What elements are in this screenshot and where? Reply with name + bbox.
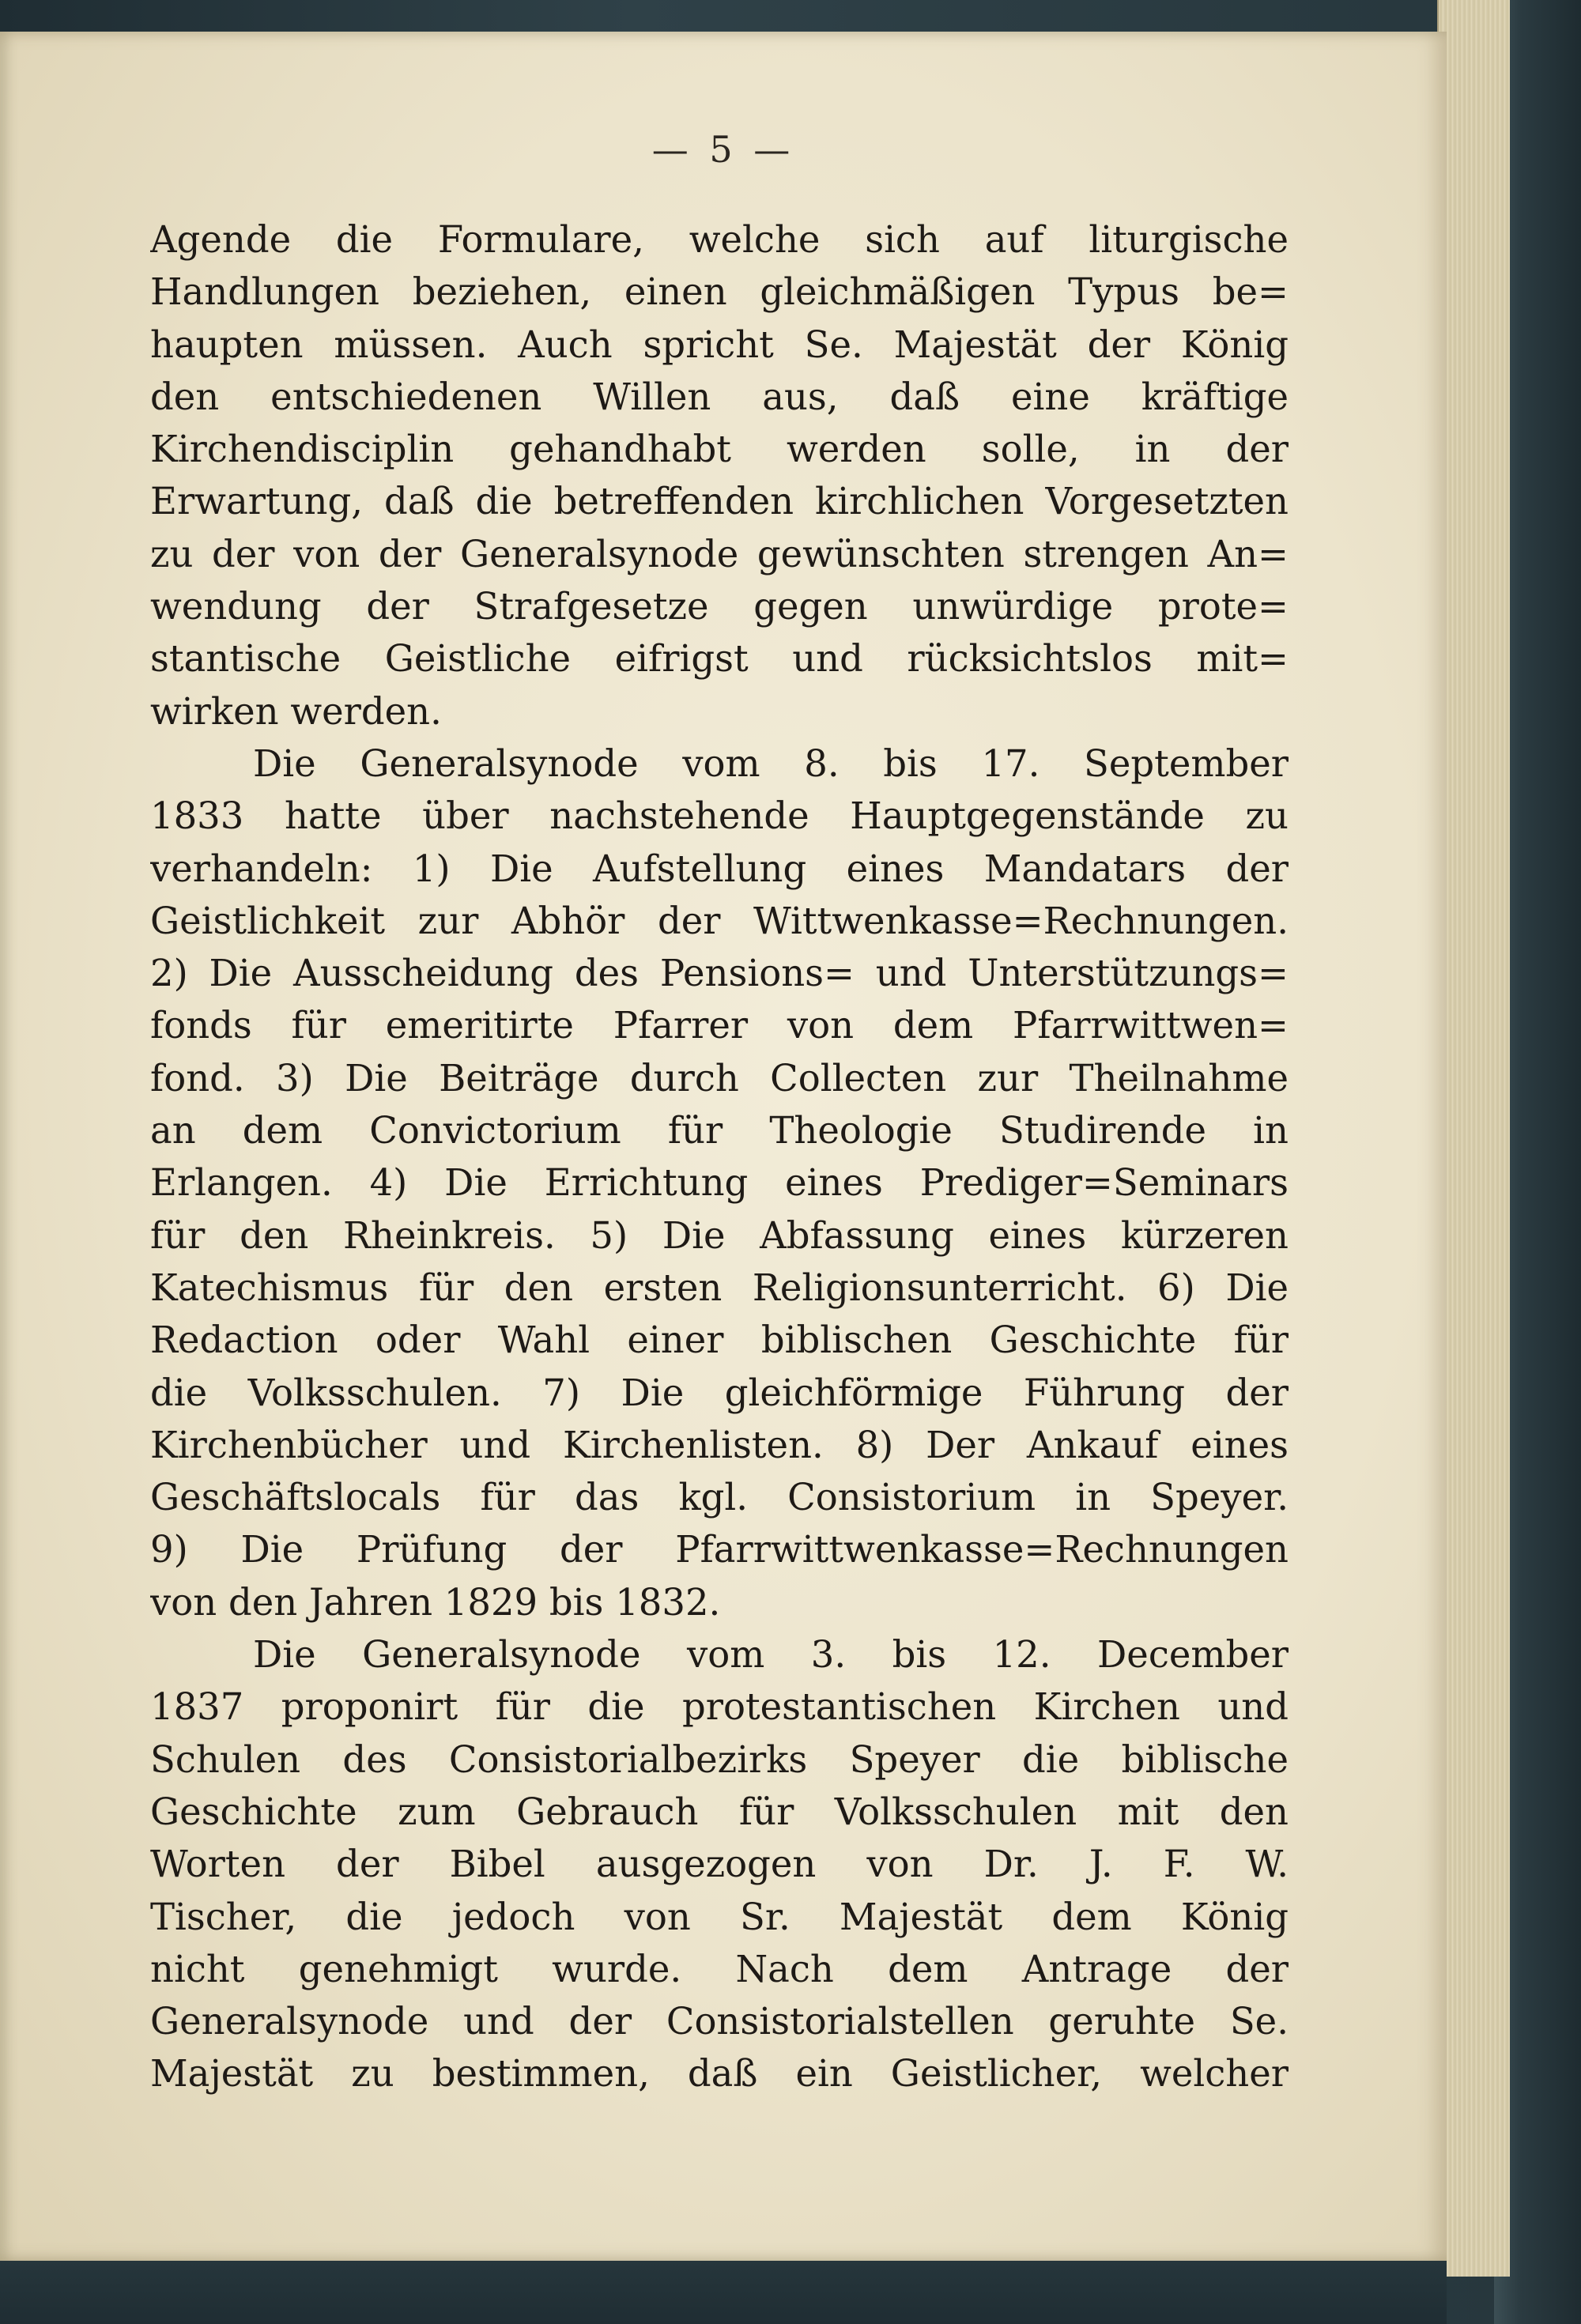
text-line: Agende die Formulare, welche sich auf liturgische xyxy=(150,218,1289,261)
text-line: an dem Convictorium für Theologie Studirende in xyxy=(150,1109,1289,1153)
text-line: haupten müssen. Auch spricht Se. Majestät der König xyxy=(150,323,1289,366)
text-line: fonds für emeritirte Pfarrer von dem Pfarrwittwen= xyxy=(150,1004,1289,1047)
text-line: fond. 3) Die Beiträge durch Collecten zur Theilnahme xyxy=(150,1056,1289,1100)
text-line: Geschäftslocals für das kgl. Consistorium in Speyer. xyxy=(150,1476,1289,1519)
text-line: wirken werden. xyxy=(150,689,442,733)
text-line: Generalsynode und der Consistorialstellen geruhte Se. xyxy=(150,2000,1289,2043)
text-line: nicht genehmigt wurde. Nach dem Antrage der xyxy=(150,1947,1289,1990)
text-line: Redaction oder Wahl einer biblischen Geschichte für xyxy=(150,1319,1289,1362)
text-line: Tischer, die jedoch von Sr. Majestät dem König xyxy=(150,1895,1289,1938)
body-text xyxy=(150,213,1289,2100)
text-line: für den Rheinkreis. 5) Die Abfassung eines kürzeren xyxy=(150,1213,1289,1257)
text-line: zu der von der Generalsynode gewünschten strengen An= xyxy=(150,532,1289,575)
text-line: 9) Die Prüfung der Pfarrwittwenkasse=Rechnungen xyxy=(150,1528,1289,1571)
paragraph-start-line: Die Generalsynode vom 3. bis 12. December xyxy=(253,1633,1289,1677)
text-line: Erlangen. 4) Die Errichtung eines Prediger=Seminars xyxy=(150,1161,1289,1205)
page-number: — 5 — xyxy=(651,128,795,171)
text-line: den entschiedenen Willen aus, daß eine kräftige xyxy=(150,375,1289,418)
book-page xyxy=(0,32,1447,2261)
text-line: stantische Geistliche eifrigst und rücksichtslos mit= xyxy=(150,637,1289,681)
page-stack-edge xyxy=(1437,0,1510,2277)
text-line: Kirchendisciplin gehandhabt werden solle, in der xyxy=(150,428,1289,471)
text-line: Erwartung, daß die betreffenden kirchlichen Vorgesetzten xyxy=(150,480,1289,523)
text-line: Worten der Bibel ausgezogen von Dr. J. F. W. xyxy=(150,1843,1289,1886)
text-line: Kirchenbücher und Kirchenlisten. 8) Der Ankauf eines xyxy=(150,1423,1289,1466)
paragraph-start-line: Die Generalsynode vom 8. bis 17. September xyxy=(253,741,1289,785)
text-line: wendung der Strafgesetze gegen unwürdige prote= xyxy=(150,585,1289,628)
scan-bottom-edge xyxy=(0,2261,1447,2324)
text-line: Majestät zu bestimmen, daß ein Geistlicher, welcher xyxy=(150,2052,1289,2096)
text-line: 2) Die Ausscheidung des Pensions= und Unterstützungs= xyxy=(150,952,1289,995)
text-line: Geistlichkeit zur Abhör der Wittwenkasse=Rechnungen. xyxy=(150,899,1289,942)
text-line: Schulen des Consistorialbezirks Speyer die biblische xyxy=(150,1737,1289,1781)
text-line: 1837 proponirt für die protestantischen Kirchen und xyxy=(150,1685,1289,1729)
text-line: verhandeln: 1) Die Aufstellung eines Mandatars der xyxy=(150,847,1289,890)
text-line: Handlungen beziehen, einen gleichmäßigen Typus be= xyxy=(150,270,1289,314)
text-line: die Volksschulen. 7) Die gleichförmige Führung der xyxy=(150,1371,1289,1414)
text-line: Katechismus für den ersten Religionsunterricht. 6) Die xyxy=(150,1266,1289,1309)
text-line: von den Jahren 1829 bis 1832. xyxy=(150,1580,721,1624)
text-line: Geschichte zum Gebrauch für Volksschulen mit den xyxy=(150,1790,1289,1833)
text-line: 1833 hatte über nachstehende Hauptgegenstände zu xyxy=(150,794,1289,838)
